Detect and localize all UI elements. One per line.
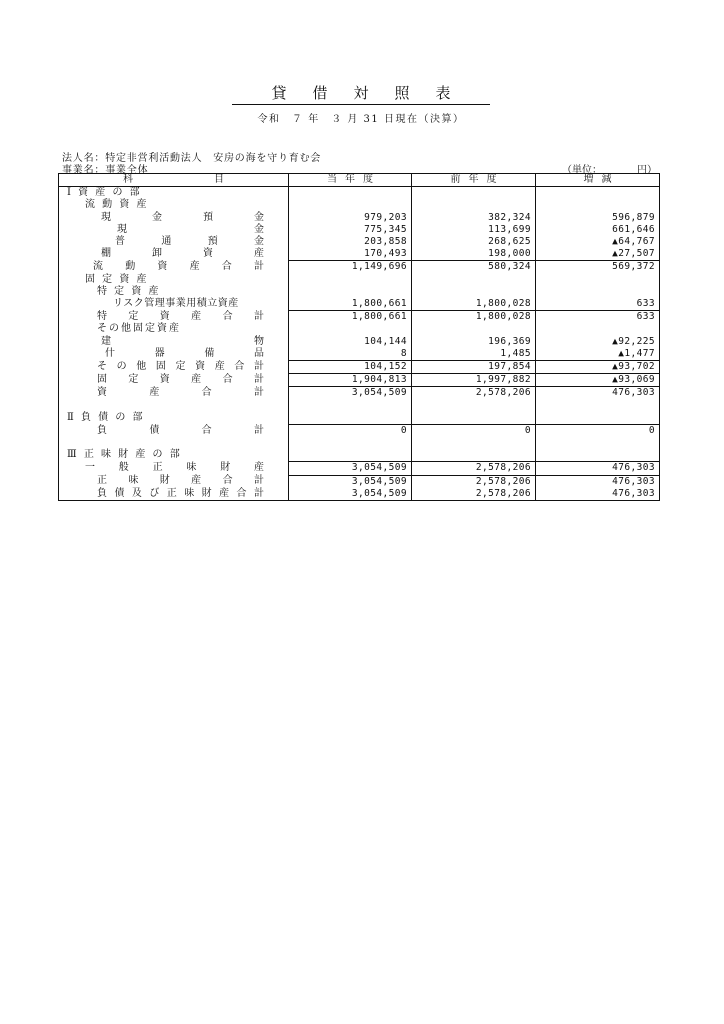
current-year-value	[289, 187, 412, 200]
current-year-value: 1,904,813	[289, 374, 412, 387]
row-label	[59, 348, 289, 361]
change-value: 633	[536, 311, 660, 324]
row-label-text: 現 金	[117, 223, 264, 235]
current-year-value: 979,203	[289, 212, 412, 224]
row-label	[59, 387, 289, 400]
previous-year-value: 1,800,028	[412, 311, 536, 324]
previous-year-value: 2,578,206	[412, 462, 536, 475]
table-row	[59, 274, 660, 286]
row-label-text: 固 定 資 産	[85, 273, 149, 285]
row-label	[59, 212, 289, 224]
current-year-value: 1,800,661	[289, 298, 412, 311]
change-value: 596,879	[536, 212, 660, 224]
row-label	[59, 449, 289, 462]
previous-year-value: 113,699	[412, 224, 536, 236]
row-label	[59, 311, 289, 324]
row-label	[59, 224, 289, 236]
change-value	[536, 412, 660, 425]
document-title	[232, 84, 490, 105]
table-row	[59, 311, 660, 324]
previous-year-value: 382,324	[412, 212, 536, 224]
change-value: 476,303	[536, 387, 660, 400]
change-value	[536, 187, 660, 200]
row-label	[59, 475, 289, 488]
row-label-text: 負 債 合 計	[97, 424, 264, 436]
row-label-text: 現 金 預 金	[101, 211, 264, 223]
row-label-text	[63, 399, 67, 410]
previous-year-value: 197,854	[412, 360, 536, 373]
header-subject	[59, 174, 289, 187]
change-value: ▲93,702	[536, 360, 660, 373]
change-value: ▲64,767	[536, 236, 660, 248]
current-year-value	[289, 437, 412, 449]
balance-sheet-table	[58, 173, 660, 501]
row-label	[59, 335, 289, 347]
previous-year-value: 580,324	[412, 261, 536, 274]
row-label	[59, 286, 289, 298]
current-year-value	[289, 323, 412, 335]
current-year-value	[289, 286, 412, 298]
previous-year-value: 2,578,206	[412, 387, 536, 400]
header-subject-left: 科	[123, 174, 133, 186]
previous-year-value: 2,578,206	[412, 488, 536, 501]
row-label-text: 正 味 財 産 合 計	[97, 475, 264, 487]
row-label-text: その他固定資産	[97, 323, 181, 335]
previous-year-value	[412, 437, 536, 449]
change-value: 0	[536, 424, 660, 437]
row-label	[59, 248, 289, 261]
current-year-value: 203,858	[289, 236, 412, 248]
row-label	[59, 199, 289, 211]
current-year-value: 775,345	[289, 224, 412, 236]
row-label-text: そ の 他 固 定 資 産 合 計	[97, 360, 264, 372]
table-row	[59, 424, 660, 437]
table-row	[59, 335, 660, 347]
change-value: 476,303	[536, 462, 660, 475]
current-year-value: 3,054,509	[289, 475, 412, 488]
change-value: ▲1,477	[536, 348, 660, 361]
row-label	[59, 274, 289, 286]
project-name: 事業名：事業全体	[62, 165, 149, 176]
unit-close: 円）	[637, 165, 657, 176]
change-value	[536, 437, 660, 449]
previous-year-value: 268,625	[412, 236, 536, 248]
header-previous-year: 前年度	[412, 174, 536, 187]
row-label	[59, 261, 289, 274]
title-text: 貸借対照表	[271, 84, 477, 102]
header-row	[59, 174, 660, 187]
table-row	[59, 412, 660, 425]
current-year-value: 104,144	[289, 335, 412, 347]
previous-year-value: 0	[412, 424, 536, 437]
row-label-text: 資 産 合 計	[97, 387, 264, 399]
row-label	[59, 374, 289, 387]
row-label	[59, 323, 289, 335]
previous-year-value: 196,369	[412, 335, 536, 347]
change-value	[536, 199, 660, 211]
row-label-text: Ⅱ 負 債 の 部	[67, 411, 145, 423]
current-year-value: 3,054,509	[289, 488, 412, 501]
table-row	[59, 187, 660, 200]
table-row	[59, 199, 660, 211]
table-row	[59, 348, 660, 361]
previous-year-value	[412, 187, 536, 200]
previous-year-value	[412, 274, 536, 286]
row-label-text: 流 動 資 産 合 計	[93, 261, 264, 273]
row-label-text: 一 般 正 味 財 産	[85, 462, 264, 474]
table-row	[59, 298, 660, 311]
current-year-value: 3,054,509	[289, 387, 412, 400]
row-label	[59, 424, 289, 437]
previous-year-value: 198,000	[412, 248, 536, 261]
header-current-year: 当年度	[289, 174, 412, 187]
previous-year-value	[412, 449, 536, 462]
table-row	[59, 224, 660, 236]
as-of-date: 令和 ７ 年 ３ 月 31 日現在（決算）	[257, 114, 465, 125]
previous-year-value	[412, 399, 536, 411]
table-row	[59, 437, 660, 449]
row-label-text: リスク管理事業用積立資産	[113, 298, 239, 310]
row-label	[59, 437, 289, 449]
row-label	[59, 360, 289, 373]
table-row	[59, 387, 660, 400]
current-year-value	[289, 399, 412, 411]
row-label	[59, 399, 289, 411]
current-year-value	[289, 274, 412, 286]
row-label-text: 建 物	[101, 335, 264, 347]
row-label-text: 什 器 備 品	[105, 347, 264, 359]
row-label-text: Ⅰ 資 産 の 部	[67, 187, 142, 199]
row-label-text: Ⅲ 正 味 財 産 の 部	[67, 449, 182, 461]
current-year-value: 3,054,509	[289, 462, 412, 475]
header-subject-right: 目	[214, 174, 224, 186]
header-change: 増減	[536, 174, 660, 187]
table-row	[59, 286, 660, 298]
table-row	[59, 399, 660, 411]
change-value	[536, 399, 660, 411]
table-row	[59, 212, 660, 224]
previous-year-value	[412, 412, 536, 425]
unit-open: （単位：	[562, 165, 602, 176]
row-label-text: 固 定 資 産 合 計	[97, 374, 264, 386]
change-value: ▲92,225	[536, 335, 660, 347]
change-value: 476,303	[536, 475, 660, 488]
previous-year-value	[412, 323, 536, 335]
table-row	[59, 360, 660, 373]
table-row	[59, 488, 660, 501]
current-year-value: 1,149,696	[289, 261, 412, 274]
row-label	[59, 236, 289, 248]
current-year-value: 1,800,661	[289, 311, 412, 324]
current-year-value	[289, 199, 412, 211]
current-year-value: 104,152	[289, 360, 412, 373]
current-year-value: 0	[289, 424, 412, 437]
row-label-text: 特 定 資 産 合 計	[97, 310, 264, 322]
row-label	[59, 488, 289, 501]
previous-year-value: 2,578,206	[412, 475, 536, 488]
previous-year-value: 1,485	[412, 348, 536, 361]
corporation-name: 法人名：特定非営利活動法人 安房の海を守り育む会	[62, 153, 322, 164]
row-label-text: 棚 卸 資 産	[101, 248, 264, 260]
row-label-text: 流 動 資 産	[85, 199, 149, 211]
change-value: 633	[536, 298, 660, 311]
current-year-value: 8	[289, 348, 412, 361]
table-row	[59, 475, 660, 488]
table-row	[59, 236, 660, 248]
current-year-value	[289, 449, 412, 462]
table-row	[59, 261, 660, 274]
row-label-text	[63, 437, 67, 448]
row-label	[59, 187, 289, 200]
table-row	[59, 248, 660, 261]
change-value	[536, 323, 660, 335]
change-value: 661,646	[536, 224, 660, 236]
change-value: 569,372	[536, 261, 660, 274]
previous-year-value: 1,800,028	[412, 298, 536, 311]
change-value	[536, 286, 660, 298]
row-label-text: 普 通 預 金	[115, 236, 264, 248]
previous-year-value	[412, 199, 536, 211]
row-label-text: 負 債 及 び 正 味 財 産 合 計	[97, 487, 264, 499]
row-label	[59, 298, 289, 311]
change-value: ▲93,069	[536, 374, 660, 387]
row-label-text: 特 定 資 産	[97, 285, 161, 297]
current-year-value: 170,493	[289, 248, 412, 261]
table-row	[59, 374, 660, 387]
change-value: 476,303	[536, 488, 660, 501]
table-row	[59, 462, 660, 475]
table-row	[59, 449, 660, 462]
row-label	[59, 462, 289, 475]
change-value	[536, 449, 660, 462]
current-year-value	[289, 412, 412, 425]
table-row	[59, 323, 660, 335]
previous-year-value	[412, 286, 536, 298]
change-value: ▲27,507	[536, 248, 660, 261]
row-label	[59, 412, 289, 425]
previous-year-value: 1,997,882	[412, 374, 536, 387]
change-value	[536, 274, 660, 286]
